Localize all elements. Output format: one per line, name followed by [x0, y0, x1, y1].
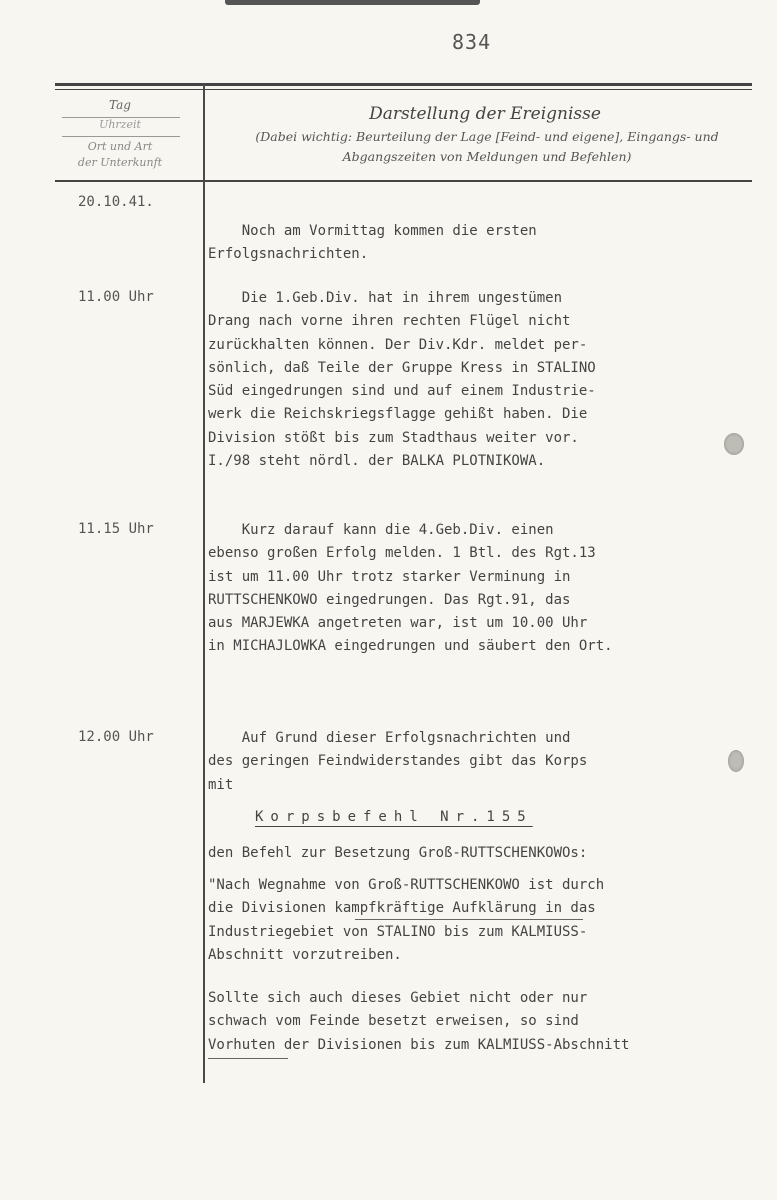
text-line: des geringen Feindwiderstandes gibt das Korps — [208, 753, 588, 770]
text-line: werk die Reichskriegsflagge gehißt haben. Die — [208, 406, 588, 423]
header-bottom-rule — [55, 180, 752, 182]
underline-vorhuten — [208, 1058, 288, 1059]
header-subtitle-line: Abgangszeiten von Meldungen und Befehlen) — [342, 149, 632, 164]
text-line: Auf Grund dieser Erfolgsnachrichten und — [208, 730, 571, 746]
entry-text — [208, 727, 728, 797]
binding-strip — [225, 0, 480, 5]
page-number: 834 — [452, 30, 492, 54]
entry-text — [208, 287, 728, 473]
header-time-label: Uhrzeit — [99, 118, 141, 131]
quote-paragraph-1 — [208, 874, 728, 967]
entry-text — [208, 220, 728, 267]
text-line: Erfolgsnachrichten. — [208, 246, 369, 263]
text-line: zurückhalten können. Der Div.Kdr. meldet per- — [208, 336, 588, 353]
text-line: Die 1.Geb.Div. hat in ihrem ungestümen — [208, 290, 563, 306]
underline-aufklaerung — [355, 919, 583, 920]
column-divider — [203, 83, 205, 1083]
entry-date: 20.10.41. — [78, 194, 154, 210]
entry-time: 11.00 Uhr — [78, 289, 154, 305]
text-line: Vorhuten der Divisionen bis zum KALMIUSS-Abschnitt — [208, 1036, 630, 1053]
header-day-label: Tag — [109, 98, 131, 112]
order-title-text: Korpsbefehl Nr.155 — [255, 809, 533, 825]
header-top-rule — [55, 83, 752, 86]
text-line: Sollte sich auch dieses Gebiet nicht oder nur — [208, 990, 588, 1006]
entry-time: 12.00 Uhr — [78, 729, 154, 745]
text-line: mit — [208, 776, 234, 793]
punch-hole — [724, 433, 744, 455]
header-subtitle-line: (Dabei wichtig: Beurteilung der Lage [Feind- und eigene], Eingangs- und — [255, 129, 719, 144]
text-line: in MICHAJLOWKA eingedrungen und säubert den Ort. — [208, 638, 613, 655]
order-title — [255, 806, 675, 829]
text-line: ebenso großen Erfolg melden. 1 Btl. des Rgt.13 — [208, 545, 596, 562]
text-line: Süd eingedrungen sind und auf einem Industrie- — [208, 383, 596, 400]
header-place-label: Ort und Art — [87, 140, 153, 153]
text-line: Division stößt bis zum Stadthaus weiter vor. — [208, 429, 579, 446]
entry-text — [208, 519, 728, 659]
text-line: ist um 11.00 Uhr trotz starker Verminung in — [208, 568, 571, 585]
text-line: schwach vom Feinde besetzt erweisen, so sind — [208, 1013, 579, 1030]
text-line: Abschnitt vorzutreiben. — [208, 946, 402, 963]
text-line: aus MARJEWKA angetreten war, ist um 10.00 Uhr — [208, 615, 588, 632]
entry-time: 11.15 Uhr — [78, 521, 154, 537]
text-line: "Nach Wegnahme von Groß-RUTTSCHENKOWO ist durch — [208, 877, 605, 893]
left-header-divider-2 — [62, 136, 180, 137]
text-line: RUTTSCHENKOWO eingedrungen. Das Rgt.91, das — [208, 591, 571, 608]
punch-hole — [728, 750, 744, 772]
text-line: Noch am Vormittag kommen die ersten — [208, 223, 537, 239]
header-top-rule-thin — [55, 89, 752, 90]
text-line: I./98 steht nördl. der BALKA PLOTNIKOWA. — [208, 453, 546, 470]
quote-paragraph-2 — [208, 987, 728, 1057]
text-line: Industriegebiet von STALINO bis zum KALMIUSS- — [208, 923, 588, 940]
header-title: Darstellung der Ereignisse — [369, 104, 601, 124]
header-subtitle — [212, 127, 762, 167]
text-line: den Befehl zur Besetzung Groß-RUTTSCHENKOWOs: — [208, 845, 588, 861]
text-line: sönlich, daß Teile der Gruppe Kress in STALINO — [208, 359, 596, 376]
order-line — [208, 842, 728, 865]
text-line: die Divisionen kampfkräftige Aufklärung in das — [208, 900, 596, 917]
text-line: Kurz darauf kann die 4.Geb.Div. einen — [208, 522, 554, 538]
header-quarters-label: der Unterkunft — [77, 156, 163, 169]
text-line: Drang nach vorne ihren rechten Flügel nicht — [208, 313, 571, 330]
